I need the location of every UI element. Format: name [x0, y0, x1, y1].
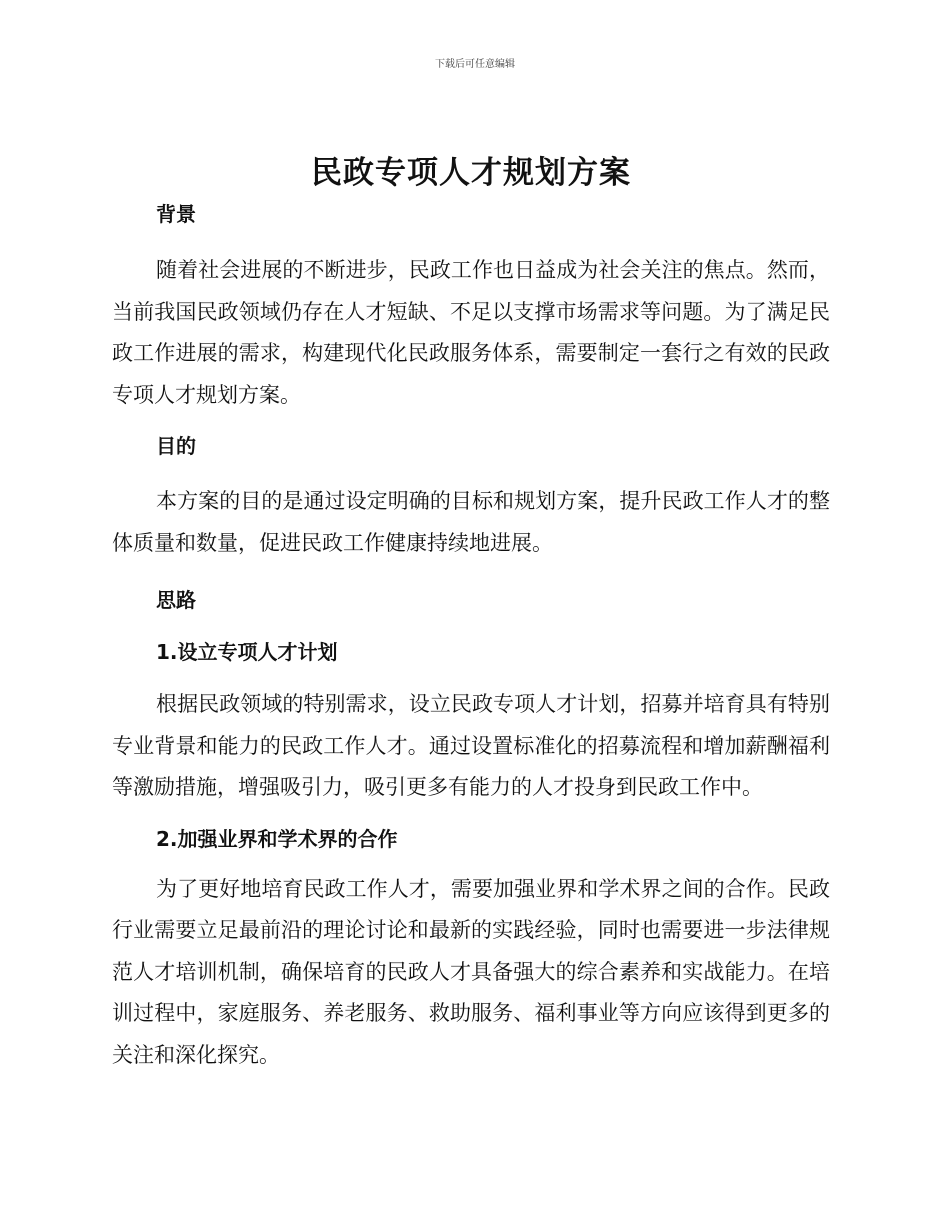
paragraph-purpose: 本方案的目的是通过设定明确的目标和规划方案，提升民政工作人才的整体质量和数量，促进民政工作健康持续地进展。 — [112, 489, 830, 555]
section-heading-background: 背景 — [156, 202, 196, 226]
paragraph-background: 随着社会进展的不断进步，民政工作也日益成为社会关注的焦点。然而，当前我国民政领域仍存在人才短缺、不足以支撑市场需求等问题。为了满足民政工作进展的需求，构建现代化民政服务体系，需要制定一套行之有效的民政专项人才规划方案。 — [112, 258, 830, 407]
document-title: 民政专项人才规划方案 — [311, 155, 631, 191]
header-note: 下载后可任意编辑 — [435, 59, 515, 70]
subheading-item-2: 2.加强业界和学术界的合作 — [156, 826, 398, 851]
section-heading-purpose: 目的 — [156, 434, 196, 458]
paragraph-item-2: 为了更好地培育民政工作人才，需要加强业界和学术界之间的合作。民政行业需要立足最前沿的理论讨论和最新的实践经验，同时也需要进一步法律规范人才培训机制，确保培育的民政人才具备强大的综合素养和实战能力。在培训过程中，家庭服务、养老服务、救助服务、福利事业等方向应该得到更多的关注和深化探究。 — [112, 876, 830, 1067]
paragraph-item-1: 根据民政领域的特别需求，设立民政专项人才计划，招募并培育具有特别专业背景和能力的民政工作人才。通过设置标准化的招募流程和增加薪酬福利等激励措施，增强吸引力，吸引更多有能力的人才投身到民政工作中。 — [112, 692, 830, 799]
subheading-item-1: 1.设立专项人才计划 — [156, 640, 338, 664]
section-heading-approach: 思路 — [156, 588, 196, 612]
document-body — [112, 150, 830, 1076]
